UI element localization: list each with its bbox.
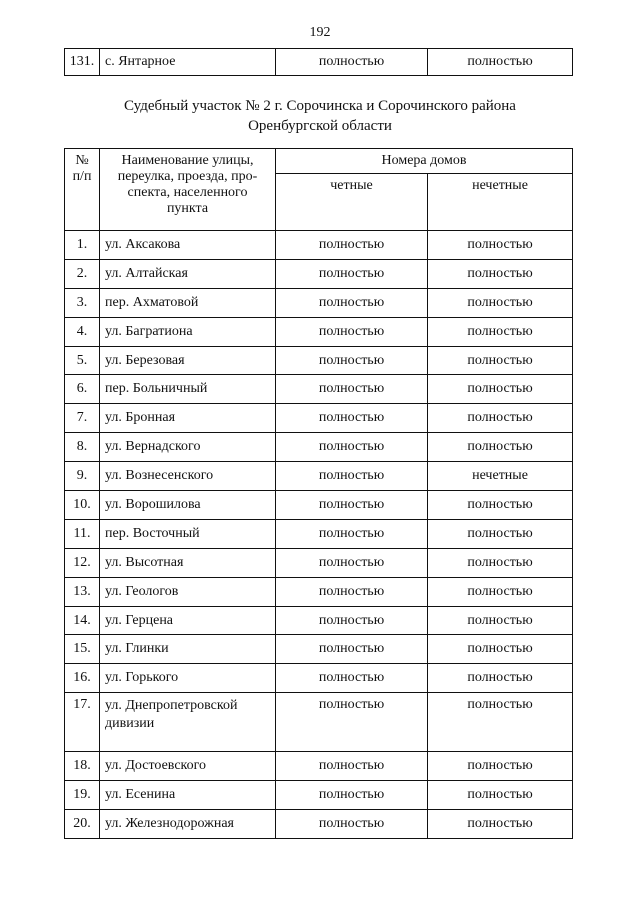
street-name: ул. Высотная <box>100 548 276 577</box>
header-name-line-2: переулка, проезда, про- <box>117 169 258 184</box>
street-name: с. Янтарное <box>100 49 276 76</box>
row-number: 15. <box>65 635 100 664</box>
odd-houses: полностью <box>428 752 573 781</box>
even-houses: полностью <box>276 231 428 260</box>
streets-table <box>64 148 573 839</box>
header-even: четные <box>276 174 428 231</box>
table-row <box>65 375 573 404</box>
street-name <box>100 693 276 752</box>
previous-page-table <box>64 48 573 76</box>
street-name: пер. Восточный <box>100 519 276 548</box>
row-number: 13. <box>65 577 100 606</box>
street-name: ул. Достоевского <box>100 752 276 781</box>
street-name: ул. Есенина <box>100 781 276 810</box>
table-row <box>65 433 573 462</box>
street-name: ул. Бронная <box>100 404 276 433</box>
odd-houses: полностью <box>428 259 573 288</box>
street-name: пер. Ахматовой <box>100 288 276 317</box>
odd-houses: полностью <box>428 693 573 752</box>
section-title <box>0 96 640 136</box>
street-name: ул. Железнодорожная <box>100 810 276 839</box>
header-number-line-1: № <box>75 153 89 168</box>
even-houses: полностью <box>276 346 428 375</box>
table-row <box>65 548 573 577</box>
header-number-line-2: п/п <box>72 169 92 184</box>
header-name-line-4: пункта <box>166 201 209 216</box>
odd-houses: полностью <box>428 606 573 635</box>
row-number: 9. <box>65 462 100 491</box>
odd-houses: полностью <box>428 635 573 664</box>
odd-houses: полностью <box>428 404 573 433</box>
table-row <box>65 404 573 433</box>
street-name: ул. Герцена <box>100 606 276 635</box>
row-number: 1. <box>65 231 100 260</box>
row-number: 4. <box>65 317 100 346</box>
row-number: 19. <box>65 781 100 810</box>
odd-houses: полностью <box>428 288 573 317</box>
even-houses: полностью <box>276 693 428 752</box>
street-name: пер. Больничный <box>100 375 276 404</box>
row-number: 11. <box>65 519 100 548</box>
row-number: 131. <box>65 49 100 76</box>
even-houses: полностью <box>276 752 428 781</box>
row-number: 14. <box>65 606 100 635</box>
header-row <box>65 149 573 174</box>
street-name: ул. Вознесенского <box>100 462 276 491</box>
odd-houses: полностью <box>428 346 573 375</box>
odd-houses: полностью <box>428 810 573 839</box>
table-row <box>65 491 573 520</box>
street-name: ул. Багратиона <box>100 317 276 346</box>
street-name: ул. Ворошилова <box>100 491 276 520</box>
street-name: ул. Березовая <box>100 346 276 375</box>
street-name-line-1: ул. Днепропетровской <box>105 698 238 714</box>
table-row <box>65 519 573 548</box>
even-houses: полностью <box>276 664 428 693</box>
odd-houses: полностью <box>428 433 573 462</box>
row-number: 5. <box>65 346 100 375</box>
row-number: 2. <box>65 259 100 288</box>
odd-houses: полностью <box>428 577 573 606</box>
even-houses: полностью <box>276 519 428 548</box>
even-houses: полностью <box>276 548 428 577</box>
row-number: 7. <box>65 404 100 433</box>
even-houses: полностью <box>276 635 428 664</box>
table-row <box>65 259 573 288</box>
table-row <box>65 49 573 76</box>
row-number: 12. <box>65 548 100 577</box>
odd-houses: полностью <box>428 231 573 260</box>
even-houses: полностью <box>276 606 428 635</box>
row-number: 8. <box>65 433 100 462</box>
table-row <box>65 462 573 491</box>
table-row <box>65 346 573 375</box>
table-row <box>65 693 573 752</box>
even-houses: полностью <box>276 810 428 839</box>
section-title-line-2: Оренбургской области <box>248 118 392 134</box>
table-row <box>65 635 573 664</box>
row-number: 3. <box>65 288 100 317</box>
header-number <box>65 149 100 231</box>
street-name: ул. Вернадского <box>100 433 276 462</box>
street-name-line-2: дивизии <box>105 716 155 732</box>
even-houses: полностью <box>276 491 428 520</box>
table-row <box>65 752 573 781</box>
odd-houses: полностью <box>428 548 573 577</box>
row-number: 10. <box>65 491 100 520</box>
table-row <box>65 577 573 606</box>
even-houses: полностью <box>276 433 428 462</box>
row-number: 17. <box>65 693 100 752</box>
street-name: ул. Горького <box>100 664 276 693</box>
section-title-line-1: Судебный участок № 2 г. Сорочинска и Сорочинского района <box>124 98 516 114</box>
table-row <box>65 664 573 693</box>
even-houses: полностью <box>276 781 428 810</box>
street-name: ул. Геологов <box>100 577 276 606</box>
even-houses: полностью <box>276 577 428 606</box>
table-row <box>65 288 573 317</box>
odd-houses: полностью <box>428 519 573 548</box>
table-row <box>65 606 573 635</box>
page-number: 192 <box>309 25 331 40</box>
table-row <box>65 781 573 810</box>
even-houses: полностью <box>276 375 428 404</box>
table-row <box>65 231 573 260</box>
header-odd: нечетные <box>428 174 573 231</box>
header-name-line-3: спекта, населенного <box>127 185 248 200</box>
row-number: 18. <box>65 752 100 781</box>
header-house-numbers: Номера домов <box>276 149 573 174</box>
odd-houses: полностью <box>428 317 573 346</box>
odd-houses: полностью <box>428 49 573 76</box>
table-row <box>65 317 573 346</box>
odd-houses: полностью <box>428 491 573 520</box>
street-name: ул. Глинки <box>100 635 276 664</box>
street-name: ул. Аксакова <box>100 231 276 260</box>
row-number: 20. <box>65 810 100 839</box>
even-houses: полностью <box>276 288 428 317</box>
header-name-line-1: Наименование улицы, <box>121 153 254 168</box>
odd-houses: полностью <box>428 781 573 810</box>
even-houses: полностью <box>276 462 428 491</box>
table-row <box>65 810 573 839</box>
even-houses: полностью <box>276 317 428 346</box>
even-houses: полностью <box>276 404 428 433</box>
row-number: 16. <box>65 664 100 693</box>
even-houses: полностью <box>276 49 428 76</box>
even-houses: полностью <box>276 259 428 288</box>
odd-houses: нечетные <box>428 462 573 491</box>
odd-houses: полностью <box>428 375 573 404</box>
odd-houses: полностью <box>428 664 573 693</box>
header-street-name <box>100 149 276 231</box>
street-name: ул. Алтайская <box>100 259 276 288</box>
row-number: 6. <box>65 375 100 404</box>
